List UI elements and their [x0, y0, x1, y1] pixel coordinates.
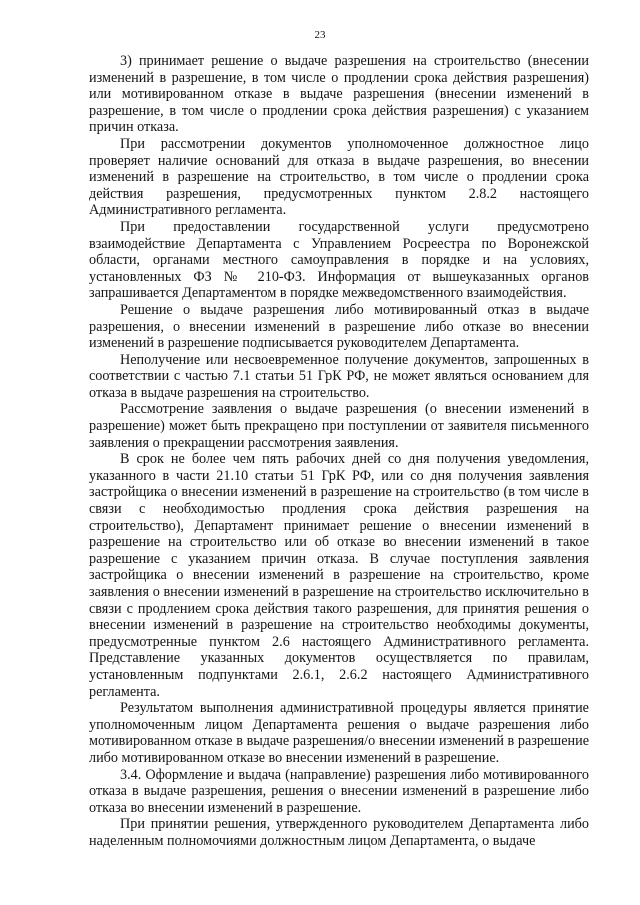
paragraph: Результатом выполнения административной процедуры является принятие уполномоченным лицом Департамента решения о выдаче разрешения либо мотивированном отказе в выдаче разрешения/о внесении изменений в разрешение либо мотивированном отказе во внесении изменений в разрешение. — [89, 700, 589, 766]
paragraph: Рассмотрение заявления о выдаче разрешения (о внесении изменений в разрешение) может быть прекращено при поступлении от заявителя письменного заявления о прекращении рассмотрения заявления. — [89, 401, 589, 451]
paragraph: Решение о выдаче разрешения либо мотивированный отказ в выдаче разрешения, о внесении изменений в разрешение либо отказе во внесении изменений в разрешение подписывается руководителем Департамента. — [89, 301, 589, 352]
paragraph: Неполучение или несвоевременное получение документов, запрошенных в соответствии с частью 7.1 статьи 51 ГрК РФ, не может являться основанием для отказа в выдаче разрешения на строительство. — [89, 351, 589, 401]
document-body — [89, 53, 589, 850]
paragraph: В срок не более чем пять рабочих дней со дня получения уведомления, указанного в части 21.10 статьи 51 ГрК РФ, или со дня получения заявления застройщика о внесении изменений в разрешение на строительство (в том числе в связи с необходимостью продления срока действия разрешения на строительство), Департамент принимает решение о внесении изменений в разрешение на строительство или об отказе во внесении изменений в такое разрешение с указанием причин отказа. В случае поступления заявления застройщика о внесении изменений в разрешение на строительство, кроме заявления о внесении изменений в разрешение на строительство исключительно в связи с продлением срока действия такого разрешения, для принятия решения о внесении изменений в разрешение на строительство необходимы документы, предусмотренные пунктом 2.6 настоящего Административного регламента. Представление указанных документов осуществляется по правилам, установленным подпунктами 2.6.1, 2.6.2 настоящего Административного регламента. — [89, 451, 589, 700]
paragraph: 3.4. Оформление и выдача (направление) разрешения либо мотивированного отказа в выдаче разрешения, решения о внесении изменений в разрешение либо отказа во внесении изменений в разрешение. — [89, 766, 589, 816]
paragraph: При рассмотрении документов уполномоченное должностное лицо проверяет наличие оснований для отказа в выдаче разрешения, во внесении изменений в разрешение на строительство, в том числе о продлении срока действия разрешения, предусмотренных пунктом 2.8.2 настоящего Административного регламента. — [89, 135, 589, 219]
page-number: 23 — [314, 29, 326, 41]
paragraph: 3) принимает решение о выдаче разрешения на строительство (внесении изменений в разрешение, в том числе о продлении срока действия разрешения) или мотивированном отказе в выдаче разрешения (внесении изменений в разрешение, в том числе о продлении срока действия разрешения) с указанием причин отказа. — [89, 53, 589, 136]
paragraph: При принятии решения, утвержденного руководителем Департамента либо наделенным полномочиями должностным лицом Департамента, о выдаче — [89, 816, 589, 849]
paragraph: При предоставлении государственной услуги предусмотрено взаимодействие Департамента с Управлением Росреестра по Воронежской области, органами местного самоуправления в порядке и на условиях, установленных ФЗ № 210-ФЗ. Информация от вышеуказанных органов запрашивается Департаментом в порядке межведомственного взаимодействия. — [89, 218, 589, 302]
